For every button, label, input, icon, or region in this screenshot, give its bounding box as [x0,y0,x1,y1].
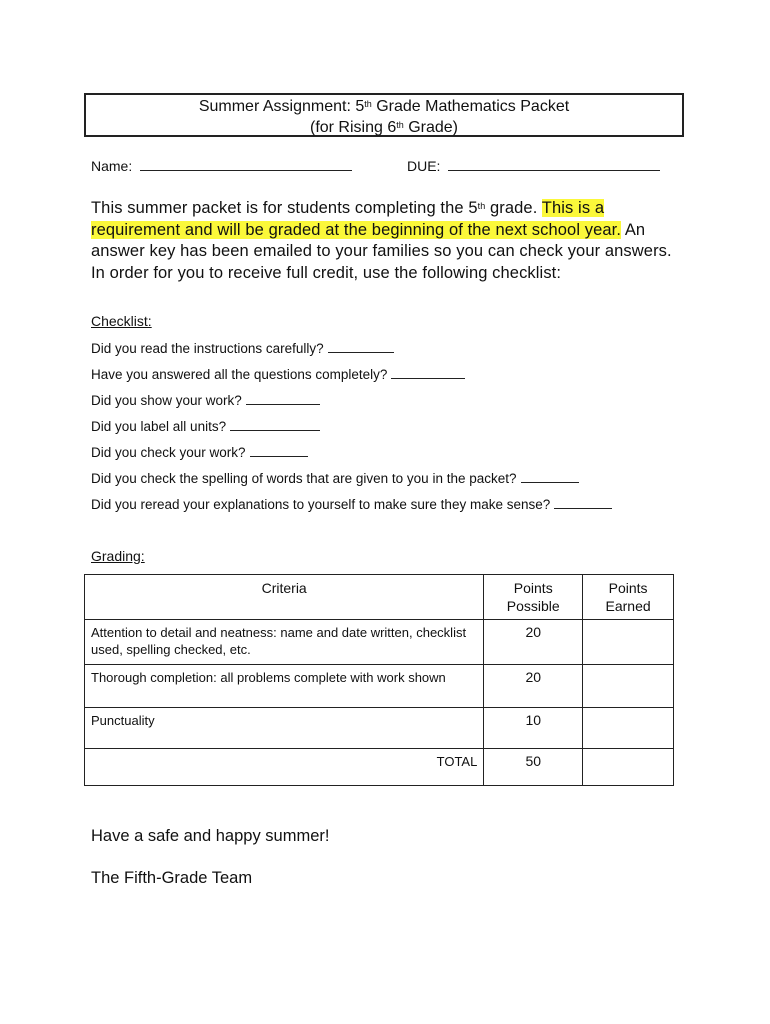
checklist-item: Did you read the instructions carefully? [91,340,394,356]
points-cell: 20 [484,665,583,708]
answer-blank[interactable] [391,366,465,379]
table-row [85,620,674,665]
answer-blank[interactable] [328,340,394,353]
page-title: Summer Assignment: 5th Grade Mathematics Packet [198,98,570,115]
checklist-item: Did you show your work? [91,392,320,408]
earned-cell[interactable] [583,620,674,665]
answer-blank[interactable] [246,392,320,405]
answer-blank[interactable] [250,444,308,457]
table-header-row [85,575,674,620]
table-row [85,708,674,749]
checklist-item: Did you label all units? [91,418,320,434]
name-label: Name: [91,158,133,174]
total-points: 50 [484,749,583,786]
answer-blank[interactable] [554,496,612,509]
checklist-item: Did you reread your explanations to yourself to make sure they make sense? [91,496,612,512]
grading-table [84,574,674,786]
intro-paragraph: This summer packet is for students completing the 5th grade. This is a requirement and will be graded at the beginning of the next school year. An answer key has been emailed to your families so you can check your answers. In order for you to receive full credit, use the following checklist: [91,199,672,282]
column-header-points-earned: Points Earned [583,575,674,620]
points-cell: 20 [484,620,583,665]
checklist-heading: Checklist: [91,313,152,329]
page-subtitle: (for Rising 6th Grade) [309,119,458,136]
grading-heading: Grading: [91,548,145,564]
due-field[interactable] [407,158,660,174]
earned-cell[interactable] [583,708,674,749]
closing-message: Have a safe and happy summer! [91,827,330,845]
title-box [84,93,684,137]
checklist-item: Did you check the spelling of words that are given to you in the packet? [91,470,579,486]
total-earned-cell[interactable] [583,749,674,786]
table-row [85,665,674,708]
criteria-cell: Punctuality [85,708,484,749]
signature: The Fifth-Grade Team [91,869,253,887]
criteria-cell: Thorough completion: all problems complete with work shown [85,665,484,708]
criteria-cell: Attention to detail and neatness: name and date written, checklist used, spelling checked, etc. [85,620,484,665]
highlighted-requirement: This is a requirement and will be graded at the beginning of the next school year. [91,199,622,239]
answer-blank[interactable] [230,418,320,431]
points-cell: 10 [484,708,583,749]
total-row [85,749,674,786]
answer-blank[interactable] [521,470,579,483]
checklist-item: Have you answered all the questions completely? [91,366,465,382]
due-label: DUE: [407,158,441,174]
earned-cell[interactable] [583,665,674,708]
name-field[interactable] [91,158,352,174]
name-blank[interactable] [140,158,352,171]
column-header-criteria: Criteria [85,575,484,620]
total-label: TOTAL [85,749,484,786]
checklist-item: Did you check your work? [91,444,308,460]
column-header-points-possible: Points Possible [484,575,583,620]
due-blank[interactable] [448,158,660,171]
